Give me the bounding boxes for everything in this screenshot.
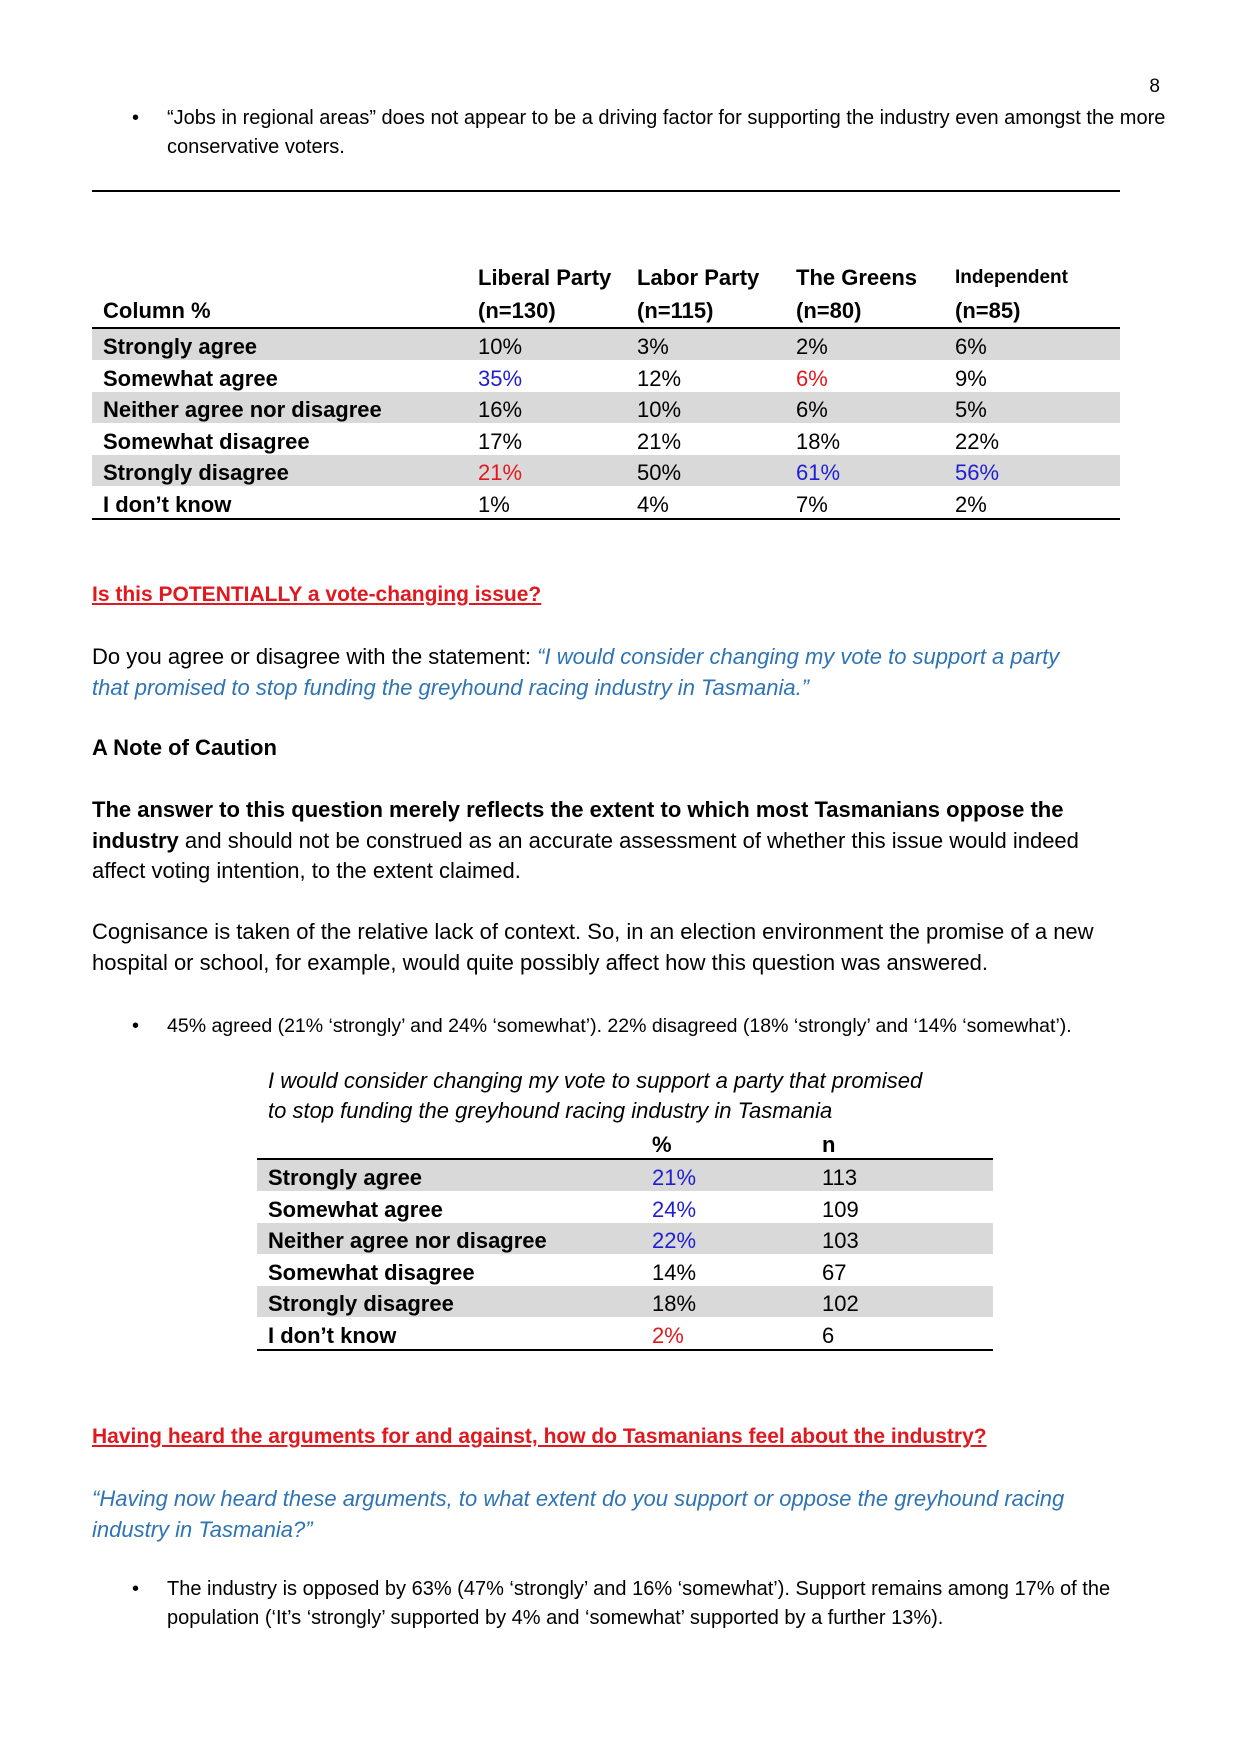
note-paragraph: [92, 795, 1132, 887]
question-quote-2: that promised to stop funding the greyhound racing industry in Tasmania.”: [92, 674, 810, 700]
table-row: [257, 1191, 993, 1223]
cell: 113: [811, 1159, 993, 1192]
col-n-liberal: (n=130): [467, 294, 626, 328]
col-header-independent: Independent: [955, 267, 1068, 288]
cell: 24%: [652, 1196, 697, 1222]
bullet-text: The industry is opposed by 63% (47% ‘strongly’ and 16% ‘somewhat’). Support remains among 17% of the population (‘It’s ‘strongly’ supported by 4% and ‘somewhat’ supported by a further 13%).: [167, 1578, 1111, 1629]
table-row: [92, 360, 1120, 392]
col-header-labor: Labor Party: [637, 265, 760, 290]
row-label: Somewhat agree: [103, 365, 278, 391]
row-label: Strongly agree: [257, 1159, 641, 1192]
row-label: Strongly disagree: [92, 455, 467, 487]
table-row: [92, 423, 1120, 455]
row-label: Strongly agree: [92, 328, 467, 361]
bullet-icon: •: [132, 107, 140, 129]
row-label: Somewhat agree: [268, 1196, 443, 1222]
vote-table-caption: I would consider changing my vote to support a party that promised to stop funding the greyhound racing industry in Tasmania: [268, 1068, 923, 1123]
col-n-greens: (n=80): [785, 294, 944, 328]
bullet-icon: •: [132, 1015, 140, 1037]
table-row: [257, 1286, 993, 1318]
cell: 3%: [626, 328, 785, 361]
cell: 12%: [637, 365, 682, 391]
corner-label: Column %: [92, 294, 467, 328]
cell: 21%: [467, 455, 626, 487]
cell: 2%: [641, 1317, 811, 1350]
cell: 2%: [785, 328, 944, 361]
cell: 61%: [785, 455, 944, 487]
note-bold-text: The answer to this question merely reflects the extent to which most Tasmanians oppose the industry: [92, 797, 1064, 853]
table-row: [257, 1159, 993, 1192]
cell: 21%: [637, 428, 682, 454]
cell: 67: [822, 1259, 847, 1285]
col-n-labor: (n=115): [626, 294, 785, 328]
cell: 1%: [467, 486, 626, 519]
cell: 6%: [796, 365, 828, 391]
cell: 21%: [641, 1159, 811, 1192]
cell: 5%: [944, 392, 1120, 424]
row-label: I don’t know: [257, 1317, 641, 1350]
cell: 2%: [944, 486, 1120, 519]
table-row: [92, 455, 1120, 487]
cell: 50%: [626, 455, 785, 487]
col-header-liberal: Liberal Party: [478, 265, 612, 290]
cell: 102: [811, 1286, 993, 1318]
cell: 17%: [478, 428, 523, 454]
cell: 18%: [641, 1286, 811, 1318]
row-label: I don’t know: [92, 486, 467, 519]
cell: 10%: [467, 328, 626, 361]
cell: 9%: [955, 365, 987, 391]
cell: 56%: [944, 455, 1120, 487]
section-divider: [92, 190, 1120, 192]
bullet-text: 45% agreed (21% ‘strongly’ and 24% ‘somewhat’). 22% disagreed (18% ‘strongly’ and ‘14% ‘somewhat’).: [167, 1015, 1072, 1037]
party-table: [92, 262, 1120, 520]
context-paragraph: Cognisance is taken of the relative lack of context. So, in an election environment the promise of a new hospital or school, for example, would quite possibly affect how this question was answered.: [92, 919, 1094, 975]
table-header-row: [92, 262, 1120, 294]
table-row: [257, 1317, 993, 1350]
row-label: Strongly disagree: [257, 1286, 641, 1318]
col-header-greens: The Greens: [796, 265, 918, 290]
table-row: [257, 1223, 993, 1255]
cell: 22%: [641, 1223, 811, 1255]
bullet-icon: •: [132, 1578, 140, 1600]
page-number: 8: [1149, 76, 1160, 97]
col-n-independent: (n=85): [944, 294, 1120, 328]
cell: 103: [811, 1223, 993, 1255]
question-intro: Do you agree or disagree with the statement:: [92, 644, 538, 669]
cell: 22%: [955, 428, 1000, 454]
section-heading-feel: Having heard the arguments for and against, how do Tasmanians feel about the industry?: [92, 1425, 987, 1448]
table-header-row: [92, 294, 1120, 328]
cell: 7%: [785, 486, 944, 519]
row-label: Neither agree nor disagree: [257, 1223, 641, 1255]
cell: 6: [811, 1317, 993, 1350]
note-rest-text: and should not be construed as an accurate assessment of whether this issue would indeed affect voting intention, to the extent claimed.: [92, 827, 1079, 883]
col-header-pct: %: [641, 1126, 811, 1159]
cell: 18%: [796, 428, 841, 454]
table-row: [92, 328, 1120, 361]
table-row: [92, 486, 1120, 519]
question-paragraph: [92, 642, 1152, 703]
col-header-n: n: [811, 1126, 993, 1159]
bullet-text: “Jobs in regional areas” does not appear to be a driving factor for supporting the industry even amongst the more conservative voters.: [167, 107, 1166, 158]
vote-table: [257, 1066, 993, 1351]
cell: 10%: [626, 392, 785, 424]
table-row: [257, 1254, 993, 1286]
row-label: Somewhat disagree: [268, 1259, 475, 1285]
feel-question: “Having now heard these arguments, to what extent do you support or oppose the greyhound racing industry in Tasmania?”: [92, 1486, 1065, 1542]
cell: 109: [822, 1196, 859, 1222]
cell: 6%: [785, 392, 944, 424]
question-quote-1: “I would consider changing my vote to support a party: [537, 644, 1060, 669]
row-label: Neither agree nor disagree: [92, 392, 467, 424]
cell: 4%: [626, 486, 785, 519]
section-heading-vote: Is this POTENTIALLY a vote-changing issue?: [92, 583, 542, 606]
cell: 6%: [944, 328, 1120, 361]
cell: 35%: [478, 365, 523, 391]
note-title: A Note of Caution: [92, 735, 277, 760]
table-row: [92, 392, 1120, 424]
cell: 14%: [652, 1259, 697, 1285]
table-header-row: [257, 1126, 993, 1159]
row-label: Somewhat disagree: [103, 428, 310, 454]
cell: 16%: [467, 392, 626, 424]
